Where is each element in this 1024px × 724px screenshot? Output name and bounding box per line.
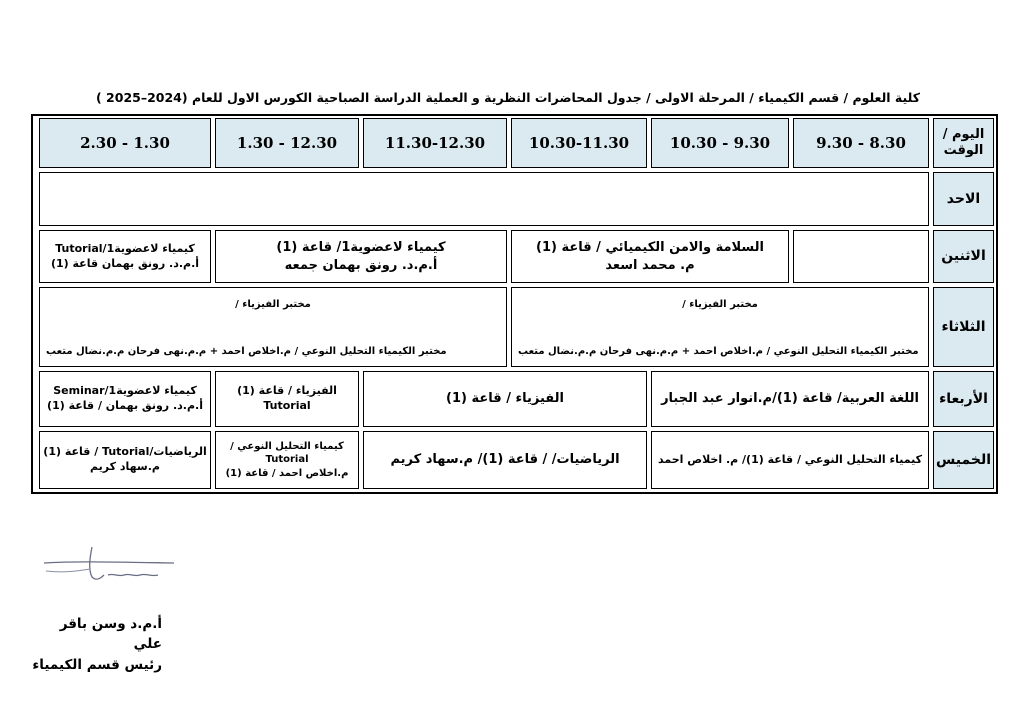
time-slot-6: 1.30 - 2.30	[39, 118, 211, 168]
day-thursday: الخميس	[933, 431, 994, 489]
time-slot-5: 12.30 - 1.30	[215, 118, 359, 168]
day-wednesday: الأربعاء	[933, 371, 994, 427]
sunday-empty-cell	[39, 172, 929, 226]
session-type: Tutorial	[265, 454, 309, 466]
lab-physics: مختبر الفيزياء /	[235, 299, 311, 310]
lecturer-name: أ.م.د. رونق بهمان قاعة (1)	[50, 256, 200, 270]
lecture-title: كيمياء لاعضوية1/Tutorial	[55, 241, 195, 255]
session-type: Tutorial	[263, 399, 311, 412]
time-slot-4: 11.30-12.30	[363, 118, 507, 168]
tuesday-lab-afternoon	[39, 287, 507, 367]
lecturer-name: م. محمد اسعد	[605, 257, 695, 273]
monday-organic-tutorial	[39, 230, 211, 283]
lecture-title: السلامة والامن الكيميائي / قاعة (1)	[536, 239, 764, 255]
thursday-analytical-lecture: كيمياء التحليل النوعي / قاعة (1)/ م. اخلاص احمد	[651, 431, 929, 489]
tuesday-lab-morning	[511, 287, 929, 367]
monday-safety-lecture	[511, 230, 789, 283]
lecture-title: كيمياء لاعضوية1/ قاعة (1)	[276, 239, 446, 255]
signatory-name: أ.م.د وسن باقر علي	[59, 616, 162, 653]
lab-analytical: مختبر الكيمياء التحليل النوعي / م.اخلاص احمد + م.م.نهى فرحان م.م.نضال متعب	[518, 345, 919, 357]
schedule-table	[31, 114, 998, 494]
lecturer-name: م.اخلاص احمد / قاعة (1)	[225, 467, 349, 479]
wednesday-physics-lecture: الفيزياء / قاعة (1)	[363, 371, 647, 427]
corner-day-label: اليوم /	[942, 127, 985, 143]
day-time-header	[933, 118, 994, 168]
handwritten-signature	[34, 535, 184, 595]
lab-physics: مختبر الفيزياء /	[682, 299, 758, 310]
lecture-title: الفيزياء / قاعة (1)	[237, 384, 337, 398]
corner-time-label: الوقت	[943, 143, 984, 158]
signatory-block	[32, 614, 162, 675]
lecture-title: كيمياء التحليل النوعي /	[230, 440, 344, 452]
time-slot-3: 10.30-11.30	[511, 118, 647, 168]
lab-analytical: مختبر الكيمياء التحليل النوعي / م.اخلاص احمد + م.م.نهى فرحان م.م.نضال متعب	[46, 345, 447, 357]
lecturer-name: أ.م.د. رونق بهمان جمعه	[284, 257, 438, 273]
wednesday-organic-seminar	[39, 371, 211, 427]
monday-empty-cell	[793, 230, 929, 283]
lecturer-name: أ.م.د. رونق بهمان / قاعة (1)	[47, 399, 203, 412]
thursday-analytical-tutorial	[215, 431, 359, 489]
day-tuesday: الثلاثاء	[933, 287, 994, 367]
lecture-title: كيمياء لاعضوية1/Seminar	[53, 384, 197, 398]
monday-organic-lecture	[215, 230, 507, 283]
signatory-role: رئيس قسم الكيمياء	[32, 656, 162, 673]
lecturer-name: م.سهاد كريم	[90, 460, 160, 473]
time-slot-2: 9.30 - 10.30	[651, 118, 789, 168]
wednesday-arabic-lecture: اللغة العربية/ قاعة (1)/م.انوار عبد الجبار	[651, 371, 929, 427]
day-monday: الاثنين	[933, 230, 994, 283]
thursday-math-tutorial	[39, 431, 211, 489]
document-title: كلية العلوم / قسم الكيمياء / المرحلة الاولى / جدول المحاضرات النظرية و العملية الدراسة الصباحية الكورس الاول للعام (2024–2025 )	[95, 90, 920, 105]
thursday-math-lecture: الرياضيات/ / قاعة (1)/ م.سهاد كريم	[363, 431, 647, 489]
lecture-title: الرياضيات/Tutorial / قاعة (1)	[43, 445, 207, 459]
time-slot-1: 8.30 - 9.30	[793, 118, 929, 168]
day-sunday: الاحد	[933, 172, 994, 226]
wednesday-physics-tutorial	[215, 371, 359, 427]
